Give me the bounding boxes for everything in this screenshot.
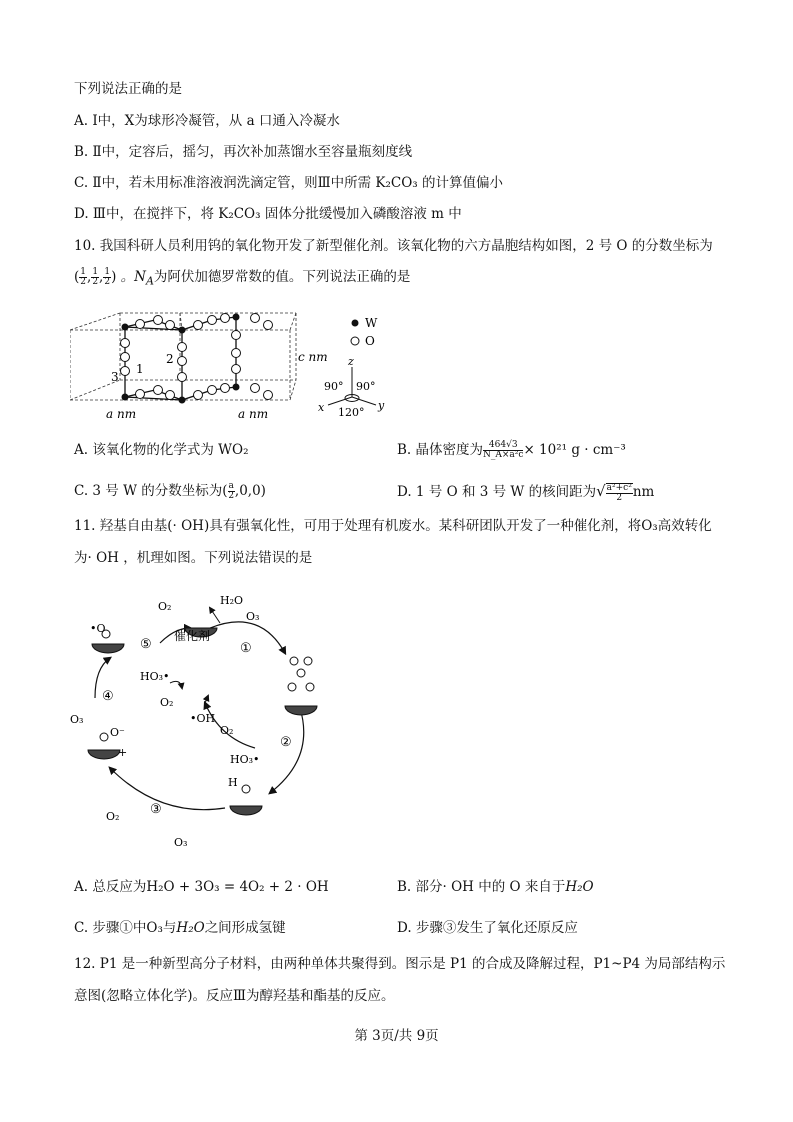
label-ho3-top: HO₃• (140, 670, 170, 683)
angle-120: 120° (338, 406, 365, 419)
q11-option-a: A. 总反应为H₂O + 3O₃ = 4O₂ + 2 · OH (74, 879, 329, 895)
q9-option-d: D. Ⅲ中，在搅拌下，将 K₂CO₃ 固体分批缓慢加入磷酸溶液 m 中 (74, 206, 462, 222)
label-a-nm-2: a nm (238, 407, 269, 421)
mechanism-cycle-figure (70, 588, 340, 856)
step-1: ① (240, 641, 252, 656)
q11-option-b: B. 部分· OH 中的 O 来自于H₂O (397, 879, 594, 895)
label-o3-top: O₃ (246, 610, 260, 623)
crystal-structure-figure (70, 305, 400, 425)
q10-option-c: C. 3 号 W 的分数坐标为( $\frac{a}{2}$ ,0,0) (74, 481, 266, 501)
label-o2-top: O₂ (158, 600, 172, 613)
label-atom-1: 1 (136, 362, 144, 376)
label-h: H (228, 776, 238, 789)
catalyst-label: 催化剂 (174, 629, 211, 643)
axis-z: z (348, 355, 354, 368)
q11-stem-line1: 11. 羟基自由基(· OH)具有强氧化性，可用于处理有机废水。某科研团队开发了一种催化剂，将O₃高效转化 (74, 518, 712, 534)
q12-stem-line2: 意图(忽略立体化学)。反应Ⅲ为醇羟基和酯基的反应。 (74, 988, 395, 1004)
q11-option-d: D. 步骤③发生了氧化还原反应 (397, 920, 578, 936)
q11-option-c: C. 步骤①中O₃与H₂O之间形成氢键 (74, 920, 286, 936)
q12-stem-line1: 12. P1 是一种新型高分子材料，由两种单体共聚得到。图示是 P1 的合成及降解过程，P1~P4 为局部结构示 (74, 956, 726, 972)
label-atom-3: 3 (111, 370, 119, 384)
step-3: ③ (150, 802, 162, 817)
label-ho3-mid: HO₃• (230, 753, 260, 766)
label-o2-mid2: O₂ (220, 724, 234, 737)
q10-option-b: B. 晶体密度为 $\frac{464√3}{\text{N\_A×a²c}}$ × 10²¹ g · cm⁻³ (397, 440, 626, 460)
axis-x: x (318, 401, 325, 414)
label-o2-bottom: O₂ (106, 810, 120, 823)
q9-stem: 下列说法正确的是 (74, 81, 182, 97)
q9-option-c: C. Ⅱ中，若未用标准溶液润洗滴定管，则Ⅲ中所需 K₂CO₃ 的计算值偏小 (74, 175, 504, 191)
label-o3-left: O₃ (70, 713, 84, 726)
step-5: ⑤ (140, 637, 152, 652)
step-4: ④ (102, 689, 114, 704)
q9-option-b: B. Ⅱ中，定容后，摇匀，再次补加蒸馏水至容量瓶刻度线 (74, 144, 413, 160)
q9-option-a: A. Ⅰ中，X为球形冷凝管，从 a 口通入冷凝水 (74, 113, 340, 129)
label-o-minus: O⁻ (110, 726, 125, 739)
angle-90-left: 90° (324, 380, 344, 393)
q10-option-d: D. 1 号 O 和 3 号 W 的核间距为√ $\frac{\text{a²+c²}}{2}$ nm (397, 482, 655, 503)
q10-stem-line2: ( $\frac{1}{2}$ , $\frac{1}{2}$ , $\frac{1}{2}$ ) 。$N_A$为阿伏加德罗常数的值。下列说法正确的是 (74, 267, 411, 288)
step-2: ② (280, 735, 292, 750)
label-oh: •OH (190, 712, 216, 725)
angle-90-right: 90° (356, 380, 376, 393)
page-footer: 第 3页/共 9页 (354, 1028, 439, 1044)
label-o3-bottom: O₃ (174, 836, 188, 849)
label-atom-2: 2 (166, 352, 174, 366)
legend-w: W (365, 316, 378, 330)
label-plus: + (118, 746, 128, 759)
legend-o: O (365, 334, 375, 348)
axis-y: y (378, 399, 385, 412)
label-h2o: H₂O (220, 594, 244, 607)
label-o2-mid1: O₂ (160, 696, 174, 709)
q10-option-a: A. 该氧化物的化学式为 WO₂ (74, 442, 249, 458)
q11-stem-line2: 为· OH ，机理如图。下列说法错误的是 (74, 550, 313, 566)
label-c-nm: c nm (298, 350, 328, 364)
label-a-nm-1: a nm (106, 407, 137, 421)
q10-stem-line1: 10. 我国科研人员利用钨的氧化物开发了新型催化剂。该氧化物的六方晶胞结构如图，2 号 O 的分数坐标为 (74, 238, 713, 254)
label-oo: •O (90, 622, 106, 635)
